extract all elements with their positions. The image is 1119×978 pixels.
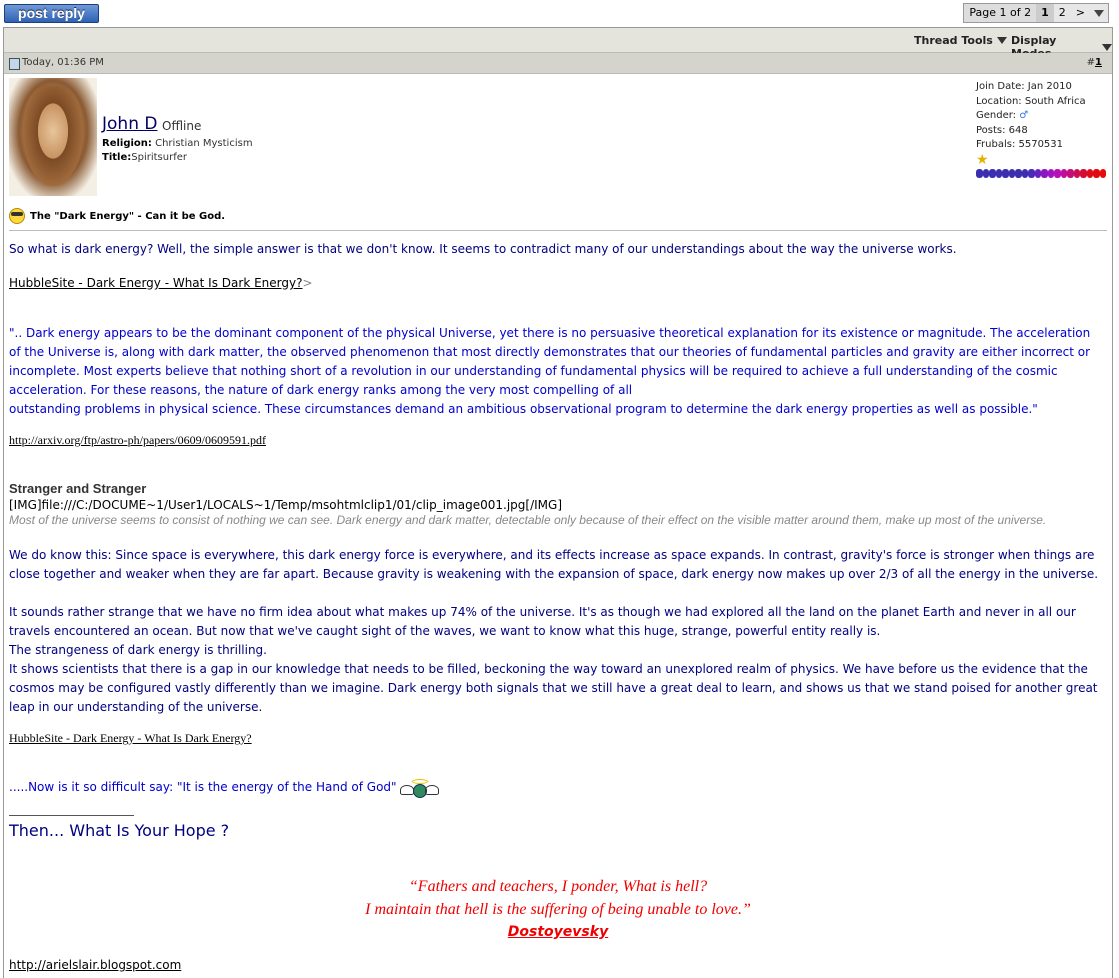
reputation-pip <box>1080 169 1087 178</box>
paragraph-4: The strangeness of dark energy is thrilling. <box>9 643 267 657</box>
img-tag: [IMG]file:///C:/DOCUME~1/User1/LOCALS~1/Temp/msohtmlclip1/01/clip_image001.jpg[/IMG] <box>9 498 562 512</box>
arxiv-row <box>9 431 1101 450</box>
paragraph-2: We do know this: Since space is everywhere, this dark energy force is everywhere, and its effects increase as space expands. In contrast, gravity's force is stronger when things are close together and weaker when they are far apart. Because gravity is weakening with the expansion of space, dark energy now makes up over 2/3 of all the energy in the universe. <box>9 548 1099 581</box>
quote-text: ".. Dark energy appears to be the dominant component of the physical Universe, yet there is no persuasive theoretical explanation for its existence or magnitude. The acceleration of the Universe is, along with dark matter, the observed phenomenon that most directly demonstrates that our theories of fundamental particles and gravity are either incorrect or incomplete. Most experts believe that nothing short of a revolution in our understanding of fundamental physics will be required to achieve a full understanding of the cosmic acceleration. For these reasons, the nature of dark energy ranks among the very most compelling of all <box>9 326 1091 397</box>
user-title <box>102 152 187 163</box>
reputation-pip <box>976 169 983 178</box>
blog-link[interactable]: http://arielslair.blogspot.com <box>9 958 182 972</box>
posts-count: Posts: 648 <box>976 124 1028 136</box>
religion-value: Christian Mysticism <box>155 138 253 149</box>
post-number <box>1087 57 1102 68</box>
post-reply-button[interactable]: post reply <box>4 4 99 23</box>
frubals-count: Frubals: 5570531 <box>976 139 1064 150</box>
reputation-pip <box>1015 169 1022 178</box>
thread-frame <box>3 27 1113 978</box>
male-icon: ♂ <box>1019 110 1029 121</box>
chevron-down-icon <box>997 37 1007 44</box>
reputation-pip <box>1093 169 1100 178</box>
post-date: Today, 01:36 PM <box>22 57 104 68</box>
post-header <box>4 53 1112 74</box>
chevron-down-icon <box>1102 44 1112 51</box>
post-icon <box>9 58 20 70</box>
arxiv-link[interactable]: http://arxiv.org/ftp/astro-ph/papers/0609/0609591.pdf <box>9 433 266 447</box>
reputation-pip <box>1028 169 1035 178</box>
reputation-pip <box>1100 169 1107 178</box>
thread-tools-label: Thread Tools <box>914 34 993 47</box>
quote-text-end: outstanding problems in physical science. These circumstances demand an ambitious observational program to determine the dark energy properties as well as possible." <box>9 402 1038 416</box>
signature-quote <box>4 875 1112 944</box>
online-status: Offline <box>162 119 202 133</box>
link-row-1 <box>9 274 1101 293</box>
paragraph-intro: So what is dark energy? Well, the simple answer is that we don't know. It seems to contradict many of our understandings about the way the universe works. <box>9 242 957 256</box>
title-value: Spiritsurfer <box>131 152 187 163</box>
closing-line <box>9 778 1101 797</box>
paragraph-5: It shows scientists that there is a gap in our knowledge that needs to be filled, beckoning the way toward an unexplored realm of physics. We have before us the evidence that the cosmos may be configured vastly differently than we imagine. Dark energy both signals that we still have a great deal to learn, and shows us that we stand poised for another great leap in our understanding of the universe. <box>9 662 1098 714</box>
post-number-link[interactable]: 1 <box>1095 57 1102 68</box>
gender <box>976 109 1086 124</box>
divider <box>9 230 1107 231</box>
page-2-link[interactable]: 2 <box>1058 6 1066 19</box>
top-bar <box>0 0 1119 26</box>
religion-label: Religion: <box>102 138 152 149</box>
wing-right-shape <box>425 785 439 795</box>
closing-text: .....Now is it so difficult say: "It is the energy of the Hand of God" <box>9 780 397 794</box>
wing-left-shape <box>400 785 414 795</box>
section-heading: Stranger and Stranger <box>9 481 147 496</box>
quote-line-1: “Fathers and teachers, I ponder, What is hell? <box>408 878 708 895</box>
link-suffix: > <box>302 276 313 290</box>
avatar[interactable] <box>9 78 97 196</box>
pager-dropdown-icon[interactable] <box>1094 10 1104 17</box>
gender-label: Gender: <box>976 110 1017 121</box>
display-modes-label: Display <box>1011 34 1057 47</box>
avatar-portrait <box>23 86 83 186</box>
post-title: The "Dark Energy" - Can it be God. <box>30 210 226 222</box>
reputation-pip <box>989 169 996 178</box>
reputation-pip <box>1002 169 1009 178</box>
image-caption: Most of the universe seems to consist of nothing we can see. Dark energy and dark matter, detectable only because of their effect on the visible matter around them, make up most of the universe. <box>9 513 1047 527</box>
paragraph-3: It sounds rather strange that we have no firm idea about what makes up 74% of the universe. It's as though we had explored all the land on the planet Earth and never in all our travels encountered an ocean. But now that we've caught sight of the waves, we want to know what this huge, strange, powerful entity really is. <box>9 605 1076 638</box>
angel-smiley-icon <box>400 779 438 797</box>
reputation-pip <box>1067 169 1074 178</box>
thread-toolbar <box>4 28 1112 53</box>
user-stats <box>976 80 1086 153</box>
reputation-pip <box>1054 169 1061 178</box>
pagination <box>963 3 1109 23</box>
user-religion <box>102 138 253 149</box>
join-date: Join Date: Jan 2010 <box>976 81 1072 92</box>
reputation-bar <box>976 169 1106 178</box>
post-number-prefix: # <box>1086 57 1096 68</box>
quote-paragraph <box>9 324 1101 419</box>
username-link[interactable]: John D <box>102 114 158 134</box>
reputation-pip <box>1041 169 1048 178</box>
post-title-row <box>9 208 225 224</box>
quote-line-2: I maintain that hell is the suffering of being unable to love.” <box>365 901 751 918</box>
hubblesite-link-2[interactable]: HubbleSite - Dark Energy - What Is Dark Energy? <box>9 731 252 745</box>
next-page-link[interactable]: > <box>1075 6 1085 19</box>
quote-author: Dostoyevsky <box>507 924 609 940</box>
thread-tools-menu[interactable] <box>914 34 1007 47</box>
page-label: Page 1 of 2 <box>964 4 1036 22</box>
page-current: 1 <box>1036 4 1054 22</box>
title-label: Title: <box>102 152 132 163</box>
cool-smiley-icon <box>9 208 25 224</box>
link-row-2 <box>9 729 1101 748</box>
signature-title: Then... What Is Your Hope ? <box>9 821 230 840</box>
signature-divider <box>9 815 134 816</box>
star-icon: ★ <box>976 152 989 168</box>
hubblesite-link-1[interactable]: HubbleSite - Dark Energy - What Is Dark Energy? <box>9 276 303 290</box>
location: Location: South Africa <box>976 95 1086 107</box>
